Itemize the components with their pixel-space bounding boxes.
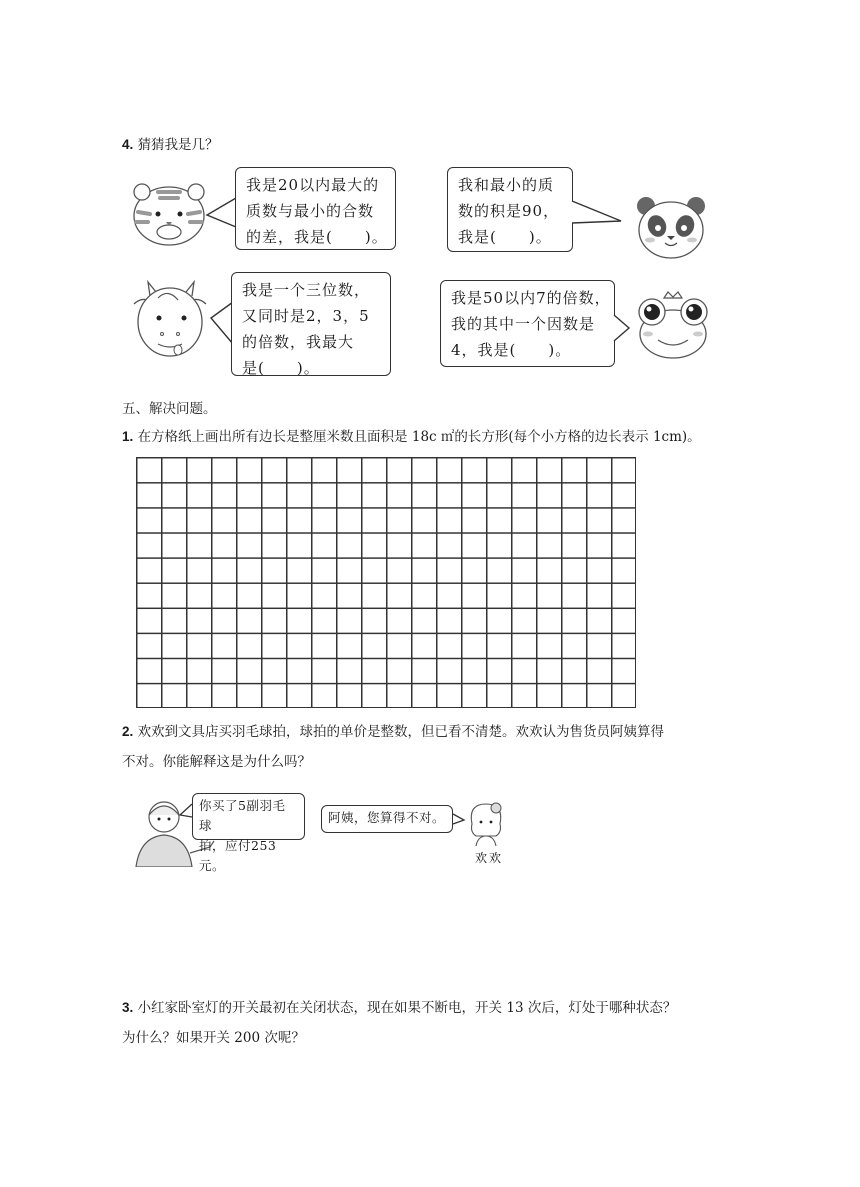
clerk-speech-bubble <box>192 793 305 873</box>
question-text-line: 为什么？如果开关 200 次呢？ <box>122 1030 305 1046</box>
speech-tail <box>205 195 237 235</box>
panda-speech-bubble <box>447 167 573 252</box>
frog-face-icon <box>634 290 712 362</box>
bubble-line: 阿姨，您算得不对。 <box>328 810 446 825</box>
question-1 <box>122 425 701 445</box>
question-2 <box>122 717 664 777</box>
tiger-face-icon <box>130 178 208 248</box>
bubble-line: 我是( )。 <box>458 228 552 246</box>
bubble-line: 的倍数，我最大 <box>242 333 355 351</box>
question-number: 1. <box>122 429 134 444</box>
question-3 <box>122 993 676 1053</box>
question-number: 3. <box>122 1000 134 1015</box>
question-4-title <box>122 133 219 153</box>
question-text-line: 不对。你能解释这是为什么吗？ <box>122 754 311 770</box>
bubble-line: 质数与最小的合数 <box>246 202 375 220</box>
bubble-line: 你买了5副羽毛球 <box>199 798 286 833</box>
frog-speech-bubble <box>440 280 615 367</box>
cow-speech-bubble <box>231 272 391 376</box>
bubble-line: 我的其中一个因数是 <box>451 315 596 333</box>
speech-tail <box>613 313 633 345</box>
speech-tail <box>452 812 466 826</box>
cow-face-icon <box>128 278 212 360</box>
panda-face-icon <box>634 194 706 260</box>
bubble-line: 拍，应付253元。 <box>199 838 277 873</box>
square-grid-paper[interactable] <box>136 457 636 708</box>
huanhuan-girl-illustration <box>466 800 506 846</box>
speech-tail <box>179 803 193 819</box>
question-text: 猜猜我是几？ <box>137 137 219 153</box>
huanhuan-speech-bubble <box>321 805 453 833</box>
tiger-speech-bubble <box>235 167 396 250</box>
bubble-line: 是( )。 <box>242 359 320 377</box>
bubble-line: 我是一个三位数， <box>242 281 371 299</box>
bubble-line: 数的积是90， <box>458 202 560 220</box>
question-text: 在方格纸上画出所有边长是整厘米数且面积是 18c ㎡的长方形(每个小方格的边长表示 1cm)。 <box>137 429 701 445</box>
bubble-line: 我和最小的质 <box>458 176 555 194</box>
bubble-line: 我是50以内7的倍数， <box>451 289 611 307</box>
bubble-line: 我是20以内最大的 <box>246 176 380 194</box>
bubble-line: 的差，我是( )。 <box>246 228 388 246</box>
section-5-heading: 五、解决问题。 <box>122 401 217 417</box>
bubble-line: 4，我是( )。 <box>451 341 572 359</box>
speech-tail <box>571 195 623 235</box>
bubble-line: 又同时是2，3，5 <box>242 307 370 325</box>
question-text-line: 欢欢到文具店买羽毛球拍，球拍的单价是整数，但已看不清楚。欢欢认为售货员阿姨算得 <box>137 724 665 740</box>
question-text-line: 小红家卧室灯的开关最初在关闭状态，现在如果不断电，开关 13 次后，灯处于哪种状态？ <box>137 1000 677 1016</box>
question-number: 2. <box>122 724 134 739</box>
huanhuan-name-caption: 欢欢 <box>475 851 504 865</box>
question-number: 4. <box>122 137 134 152</box>
